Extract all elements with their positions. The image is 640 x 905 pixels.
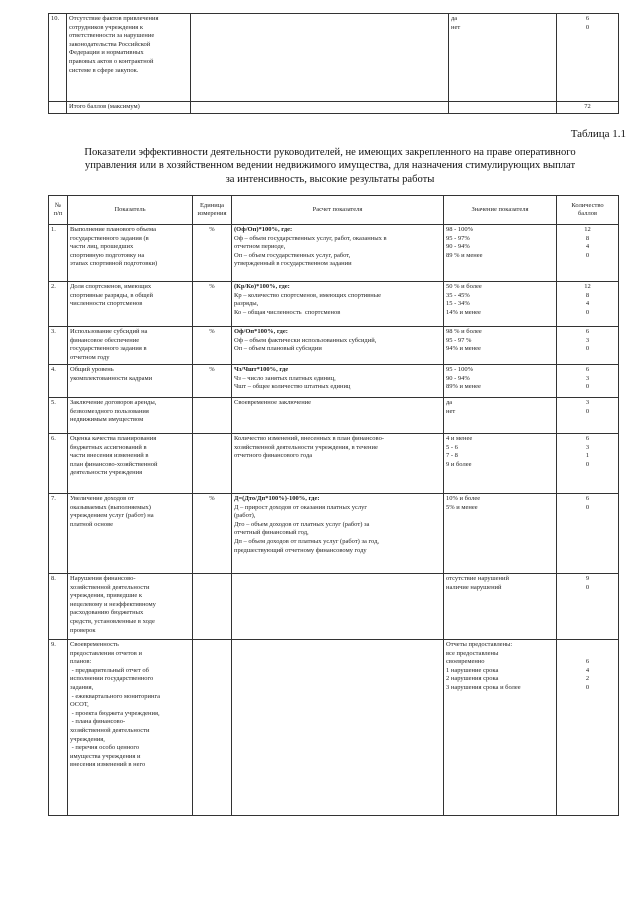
text-line: хозяйственной деятельности — [70, 726, 150, 734]
calc-cell — [232, 398, 444, 434]
text-line: 4 — [585, 300, 590, 308]
text-line: Дп – объем доходов от платных услуг (работ) за год, — [234, 537, 380, 545]
value-cell — [444, 398, 557, 434]
points-cell — [557, 398, 619, 434]
text-line: 12 — [584, 226, 591, 233]
text-line: расходованию бюджетных — [70, 609, 144, 617]
text-line: 95 - 100% — [446, 366, 474, 373]
calc-formula: Д=(Дто/Дп*100%)-100%, где: — [234, 495, 320, 502]
text-line: Использование субсидий на — [70, 328, 148, 335]
value-cell — [444, 327, 557, 365]
text-line: наличие нарушений — [446, 583, 502, 591]
text-line: п/п — [53, 210, 63, 217]
indicators-table — [48, 195, 619, 816]
text-line: учреждения, приведшие к — [70, 592, 143, 600]
points-cell — [557, 282, 619, 327]
text-line: 1 — [585, 452, 590, 460]
table-row — [49, 494, 619, 574]
value-cell — [449, 14, 557, 102]
text-line: Доля спортсменов, имеющих — [70, 283, 152, 290]
text-line: недвижимым имуществом — [70, 416, 144, 424]
value-cell — [444, 282, 557, 327]
text-line: учреждения, — [70, 735, 105, 743]
text-line: 90 - 94% — [446, 243, 470, 251]
text-line: нет — [451, 23, 461, 31]
table-row — [49, 398, 619, 434]
text-line: Общий уровень — [70, 366, 114, 373]
text-line: предшествующий отчетному финансовому году — [234, 546, 367, 554]
header-unit — [193, 196, 232, 225]
text-line: безвозмездного пользования — [70, 407, 149, 415]
text-line: 50 % и более — [446, 283, 482, 290]
row-number: 6. — [49, 434, 68, 494]
text-line: 2 нарушения срока — [446, 675, 499, 683]
calc-cell — [232, 327, 444, 365]
text-line: Чшт – общее количество штатных единиц — [234, 383, 351, 391]
text-line: 98 - 100% — [446, 226, 474, 233]
text-line — [559, 650, 616, 659]
unit-cell: % — [193, 365, 232, 398]
text-line: части лиц, прошедших — [70, 243, 134, 251]
text-line: (работ), — [234, 512, 256, 520]
text-line: Оф – объем фактически использованных субсидий, — [234, 336, 377, 344]
text-line: 3 — [585, 374, 590, 382]
text-line: Единица — [199, 201, 225, 209]
row-number: 5. — [49, 398, 68, 434]
indicator-cell — [68, 434, 193, 494]
text-line: 98 % и более — [446, 328, 482, 335]
text-line: укомплектованности кадрами — [70, 374, 153, 382]
indicator-cell — [68, 225, 193, 282]
calc-formula: Оф/Оп*100%, где: — [234, 328, 288, 335]
text-line: ОСОТ, — [70, 701, 89, 709]
points-cell — [557, 14, 619, 102]
text-line: 2 — [585, 675, 590, 683]
indicator-cell — [68, 282, 193, 327]
text-line: 0 — [585, 683, 590, 691]
text-line: Увеличение доходов от — [70, 495, 134, 502]
text-line: Отсутствие фактов привлечения — [69, 15, 159, 22]
text-line: Нарушения финансово- — [70, 575, 136, 582]
text-line: внесения изменений в него — [70, 761, 146, 769]
text-line: хозяйственной деятельности учреждения, в течение — [234, 443, 378, 451]
calc-cell — [232, 494, 444, 574]
table-header-row — [49, 196, 619, 225]
text-line: Оценка качества планирования — [70, 435, 157, 442]
calc-cell — [232, 434, 444, 494]
text-line: 4 и менее — [446, 435, 473, 442]
text-line: 3 — [585, 336, 590, 344]
text-line: Чз – число занятых платных единиц, — [234, 374, 336, 382]
text-line: - проекта бюджета учреждения, — [70, 709, 160, 717]
text-line: все предоставлены — [446, 649, 499, 657]
value-cell — [444, 434, 557, 494]
text-line: оказываемых (выполняемых) — [70, 503, 151, 511]
text-line: спортивную подготовку на — [70, 251, 145, 259]
text-line: нецелевому и неэффективному — [70, 600, 156, 608]
unit-cell: % — [193, 282, 232, 327]
text-line: 89% и менее — [446, 383, 481, 391]
value-cell — [444, 225, 557, 282]
text-line: Дто – объем доходов от платных услуг (работ) за — [234, 520, 370, 528]
text-line: 89 % и менее — [446, 251, 483, 259]
text-line: 15 - 34% — [446, 300, 470, 308]
total-label: Итого баллов (максимум) — [67, 102, 191, 114]
text-line: отчетном периоде, — [234, 243, 286, 251]
text-line: 14% и менее — [446, 308, 481, 316]
text-line: 9 и более — [446, 460, 472, 468]
value-cell — [444, 365, 557, 398]
text-line: деятельности учреждения — [70, 469, 143, 477]
row-number: 1. — [49, 225, 68, 282]
value-cell — [444, 494, 557, 574]
text-line: 1 нарушение срока — [446, 666, 499, 674]
table-row — [49, 282, 619, 327]
text-line: баллов — [577, 210, 598, 217]
text-line: финансовое обеспечение — [70, 336, 140, 344]
value-cell — [444, 640, 557, 816]
text-line: 6 — [585, 328, 590, 335]
points-cell — [557, 225, 619, 282]
table-caption: Таблица 1.1 — [570, 128, 626, 140]
text-line: своевременно — [446, 658, 485, 666]
text-line: 9 — [585, 575, 590, 582]
text-line: 94% и менее — [446, 345, 481, 353]
text-line: 7 - 8 — [446, 452, 458, 460]
text-line: имущества учреждения и — [70, 752, 141, 760]
points-cell — [557, 574, 619, 640]
text-line: 0 — [585, 23, 590, 31]
unit-cell — [193, 574, 232, 640]
text-line: Ко – общая численность спортсменов — [234, 308, 341, 316]
text-line: 0 — [585, 460, 590, 468]
text-line: бюджетных ассигнований в — [70, 443, 147, 451]
unit-cell — [193, 640, 232, 816]
text-line: 3 — [585, 443, 590, 451]
table-row — [49, 365, 619, 398]
text-line: правовых актов о контрактной — [69, 57, 154, 65]
text-line: 8 — [585, 291, 590, 299]
text-line: план финансово-хозяйственной — [70, 460, 158, 468]
header-num — [49, 196, 68, 225]
calc-cell — [232, 574, 444, 640]
table-row — [49, 327, 619, 365]
text-line: Оф – объем государственных услуг, работ, оказанных в — [234, 234, 387, 242]
row-number: 10. — [49, 14, 67, 102]
text-line: Показатели эффективности деятельности руководителей, не имеющих закрепленного на праве оперативного — [84, 147, 576, 158]
row-number: 8. — [49, 574, 68, 640]
text-line: задания, — [70, 683, 94, 691]
table-row — [49, 640, 619, 816]
value-cell — [444, 574, 557, 640]
text-line: средств, установленные в ходе — [70, 617, 155, 625]
calc-cell — [232, 640, 444, 816]
text-line: 4 — [585, 666, 590, 674]
table-body — [49, 225, 619, 816]
text-line: части внесения изменений в — [70, 452, 149, 460]
indicator-cell — [67, 14, 191, 102]
text-line: планов: — [70, 658, 92, 666]
calc-cell — [232, 225, 444, 282]
text-line: 0 — [585, 383, 590, 391]
text-line: № — [54, 201, 62, 209]
calc-cell — [191, 14, 449, 102]
text-line: Заключение договоров аренды, — [70, 399, 157, 406]
calc-cell — [232, 282, 444, 327]
header-calc: Расчет показателя — [232, 196, 444, 225]
text-line: этапах спортивной подготовки) — [70, 260, 158, 268]
text-line: 6 — [585, 366, 590, 373]
text-line: исполнении государственного — [70, 675, 154, 683]
unit-cell — [193, 398, 232, 434]
text-line: Своевременное заключение — [234, 399, 312, 406]
indicator-cell — [68, 327, 193, 365]
text-line: 6 — [585, 435, 590, 442]
indicator-cell — [68, 398, 193, 434]
text-line: Федерации и нормативных — [69, 49, 144, 57]
indicator-cell — [68, 574, 193, 640]
text-line: измерения — [197, 210, 227, 217]
text-line: 0 — [585, 503, 590, 511]
table-row — [49, 574, 619, 640]
unit-cell: % — [193, 327, 232, 365]
text-line — [559, 641, 616, 650]
text-line: численности спортсменов — [70, 300, 143, 308]
indicator-cell — [68, 494, 193, 574]
text-line: Оп – объем плановый субсидии — [234, 345, 322, 353]
text-line: законодательства Российской — [69, 40, 151, 48]
text-line: Д – прирост доходов от оказания платных услуг — [234, 503, 368, 511]
text-line: управления или в хозяйственном ведении недвижимого имущества, для назначения стимулирующих выплат — [84, 160, 576, 172]
text-line: 6 — [585, 15, 590, 22]
unit-cell — [193, 434, 232, 494]
indicator-cell — [68, 640, 193, 816]
total-points: 72 — [557, 102, 619, 114]
text-line: государственного задания в — [70, 345, 147, 353]
text-line: платной основе — [70, 520, 114, 528]
text-line: хозяйственной деятельности — [70, 583, 150, 591]
text-line: - перечня особо ценного — [70, 744, 140, 752]
text-line: ответственности за нарушение — [69, 32, 155, 40]
text-line: отчетного финансового года — [234, 452, 313, 460]
text-line: отчетный финансовый год, — [234, 529, 309, 537]
text-line: Отчеты предоставлены: — [446, 641, 513, 648]
points-cell — [557, 327, 619, 365]
header-indicator: Показатель — [68, 196, 193, 225]
text-line: 0 — [585, 345, 590, 353]
text-line: отчетном году — [70, 353, 110, 361]
text-line: 10% и более — [446, 495, 481, 502]
row-number: 4. — [49, 365, 68, 398]
text-line: Своевременность — [70, 641, 119, 648]
points-cell — [557, 640, 619, 816]
text-line: предоставления отчетов и — [70, 649, 142, 657]
row-number: 7. — [49, 494, 68, 574]
text-line: Количество — [571, 201, 604, 209]
text-line: отсутствие нарушений — [446, 575, 509, 582]
text-line: - ежеквартального мониторинга — [70, 692, 161, 700]
points-cell — [557, 494, 619, 574]
text-line: 5% и менее — [446, 503, 478, 511]
document-title — [40, 146, 620, 186]
text-line: сотрудников учреждения к — [69, 23, 144, 31]
text-line: - плана финансово- — [70, 718, 126, 726]
text-line: 6 — [585, 495, 590, 502]
text-line: Оп – объем государственных услуг, работ, — [234, 251, 351, 259]
row-number: 3. — [49, 327, 68, 365]
text-line: за интенсивность, высокие результаты работы — [225, 173, 435, 185]
text-line: 0 — [585, 308, 590, 316]
text-line: нет — [446, 407, 456, 415]
text-line: 6 — [585, 658, 590, 666]
text-line: 0 — [585, 251, 590, 259]
text-line: 3 нарушения срока и более — [446, 683, 521, 691]
text-line: 12 — [584, 283, 591, 290]
text-line: утвержденный в государственном задании — [234, 260, 352, 268]
row-number: 2. — [49, 282, 68, 327]
text-line: спортивные разряды, в общей — [70, 291, 154, 299]
points-cell — [557, 434, 619, 494]
row-number: 9. — [49, 640, 68, 816]
text-line: Количество изменений, внесенных в план финансово- — [234, 435, 384, 442]
text-line: государственного задания (в — [70, 234, 149, 242]
text-line: 90 - 94% — [446, 374, 470, 382]
text-line: проверок — [70, 626, 96, 634]
header-points — [557, 196, 619, 225]
table-row — [49, 225, 619, 282]
text-line: 3 — [585, 399, 590, 406]
text-line: 5 - 6 — [446, 443, 458, 451]
calc-formula: (Оф/Оп)*100%, где: — [234, 226, 293, 233]
calc-cell — [232, 365, 444, 398]
text-line: разряды, — [234, 300, 259, 308]
calc-formula: Чз/Чшт*100%, где — [234, 366, 289, 373]
text-line: 95 - 97 % — [446, 336, 472, 344]
text-line: учреждением услуг (работ) на — [70, 512, 154, 520]
unit-cell: % — [193, 494, 232, 574]
indicator-cell — [68, 365, 193, 398]
calc-formula: (Кр/Ко)*100%, где: — [234, 283, 290, 290]
header-value: Значение показателя — [444, 196, 557, 225]
text-line: Выполнение планового объема — [70, 226, 157, 233]
table-row — [49, 14, 619, 102]
points-cell — [557, 365, 619, 398]
text-line: 35 - 45% — [446, 291, 470, 299]
text-line: 8 — [585, 234, 590, 242]
text-line: 0 — [585, 583, 590, 591]
continuation-table — [48, 13, 619, 114]
text-line: 0 — [585, 407, 590, 415]
text-line: системе в сфере закупок. — [69, 66, 139, 74]
text-line: 95 - 97% — [446, 234, 470, 242]
text-line: 4 — [585, 243, 590, 251]
text-line: да — [446, 399, 453, 406]
text-line: да — [451, 15, 458, 22]
text-line: Кр – количество спортсменов, имеющих спортивные — [234, 291, 381, 299]
total-row — [49, 102, 619, 114]
table-row — [49, 434, 619, 494]
unit-cell: % — [193, 225, 232, 282]
text-line: - предварительный отчет об — [70, 666, 149, 674]
